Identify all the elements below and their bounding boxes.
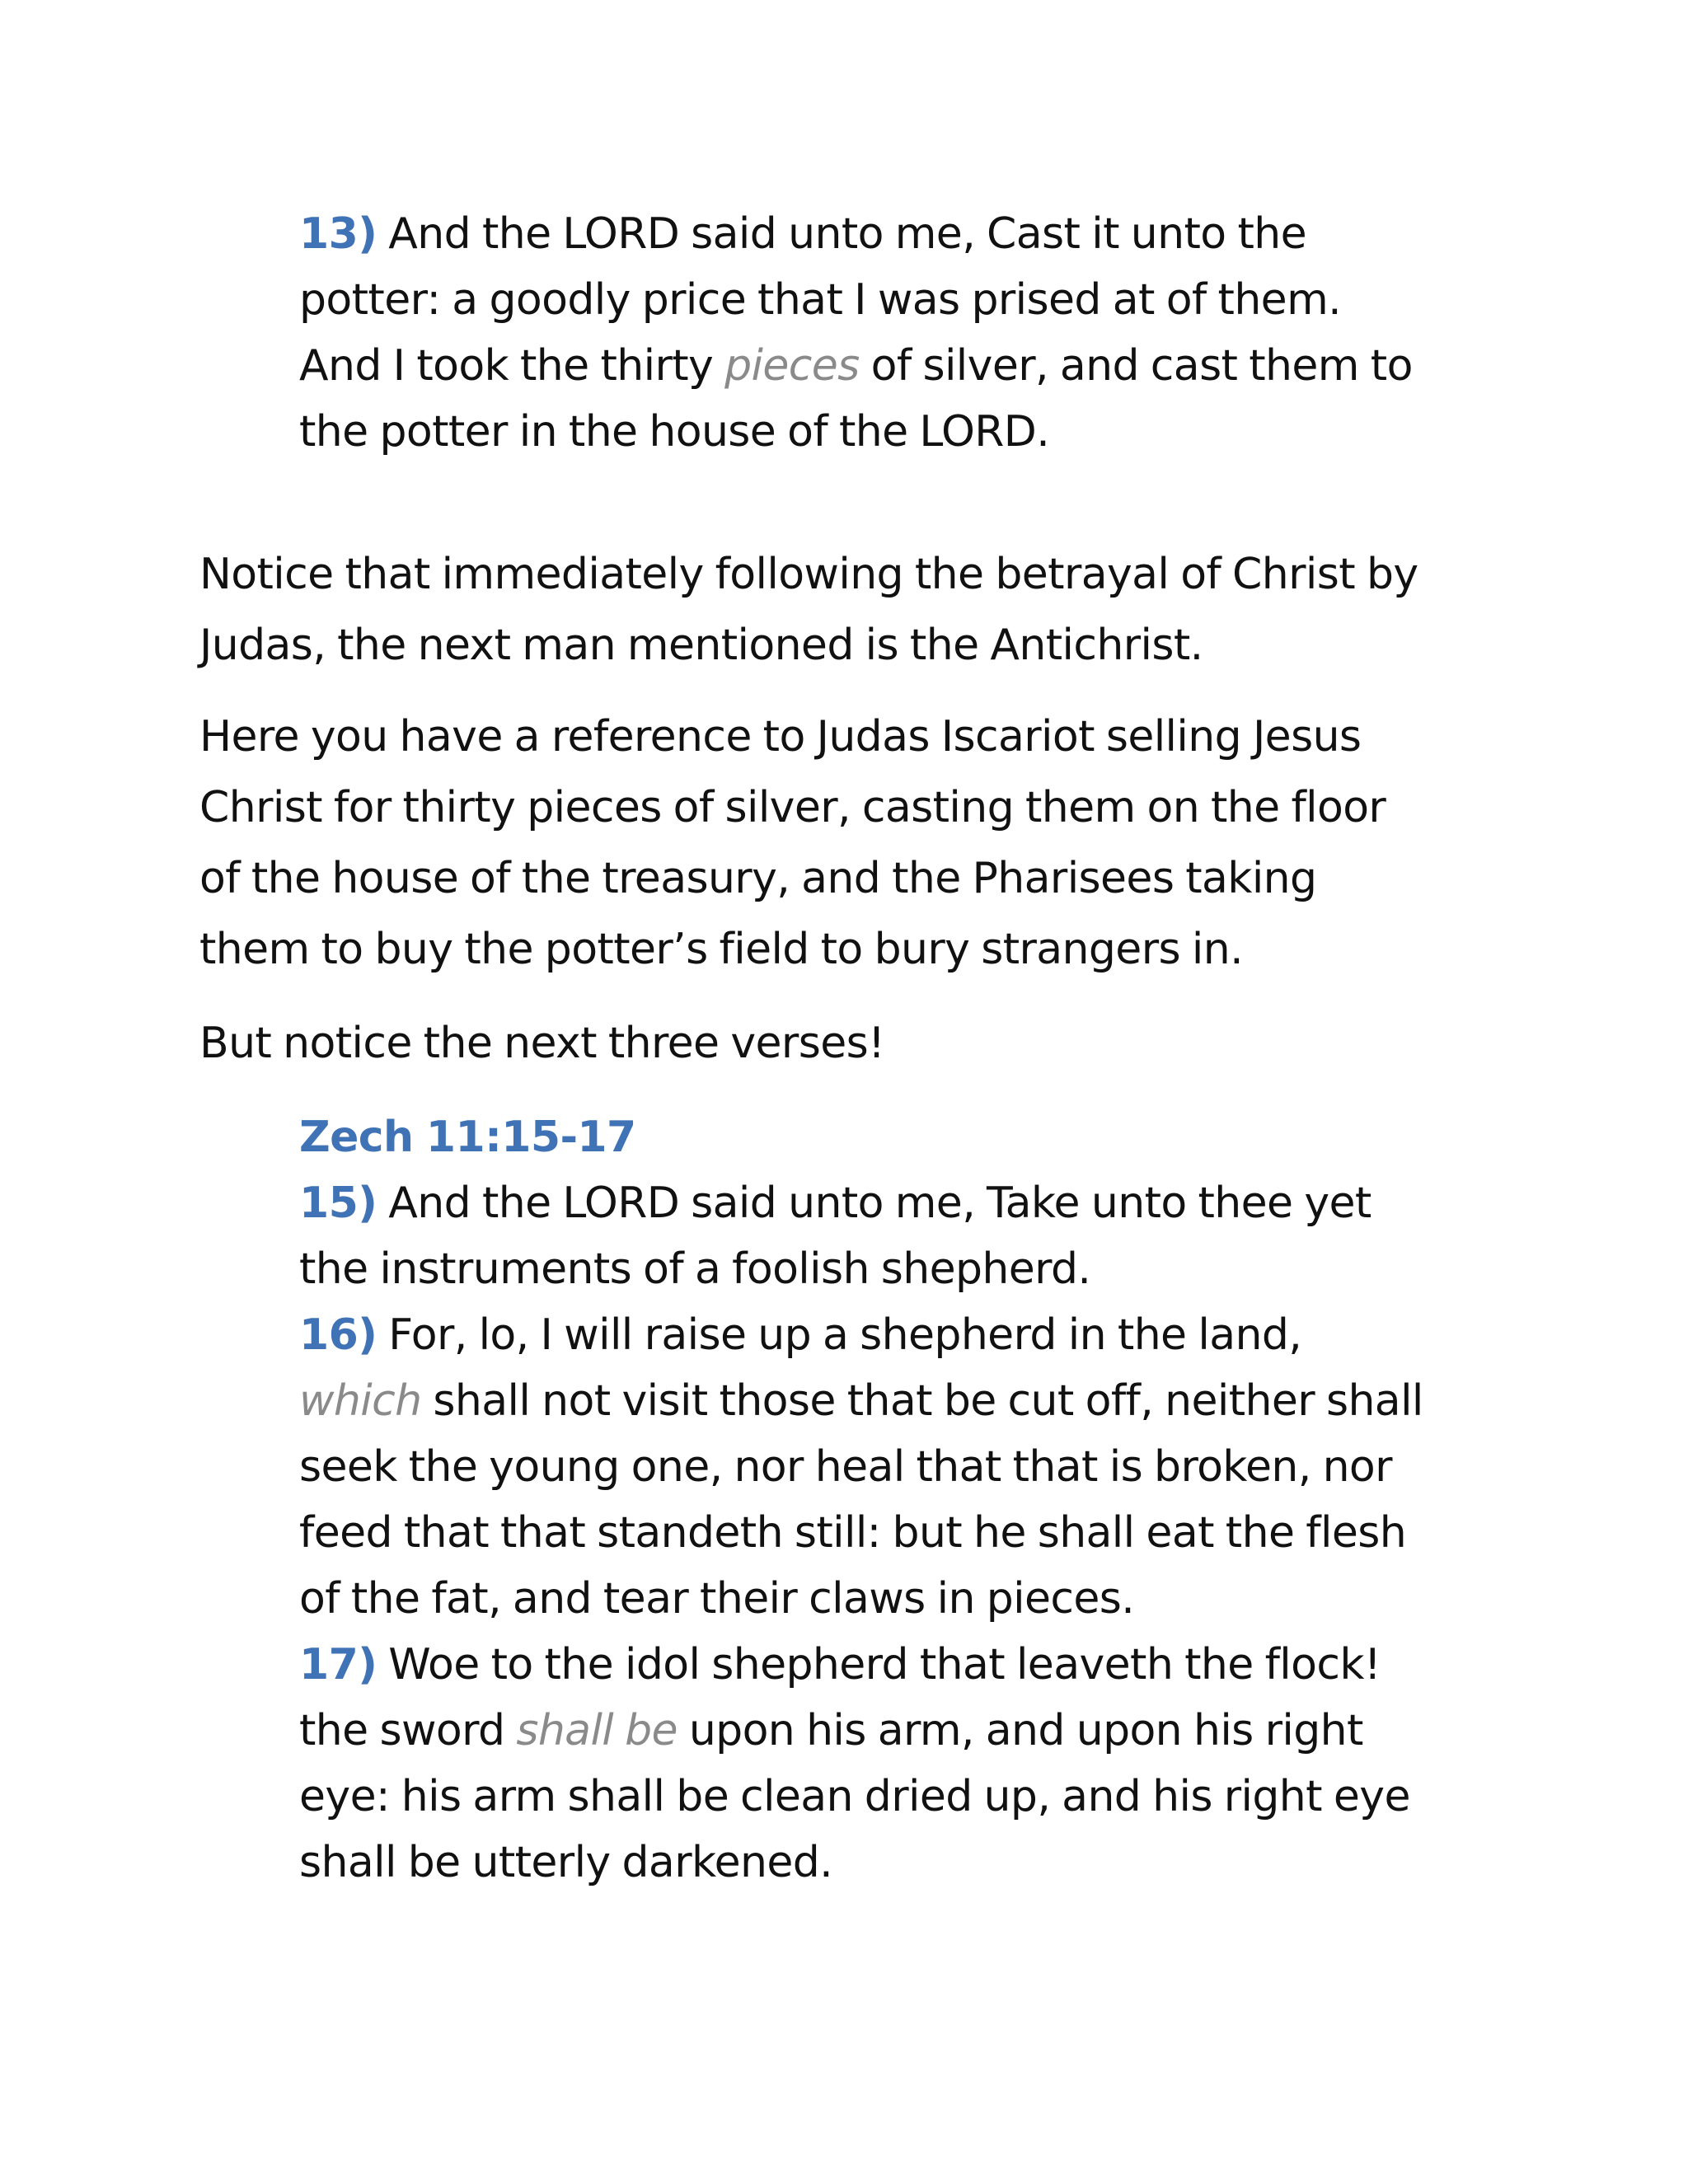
paragraph-next-verses — [199, 1008, 884, 1079]
verse-line — [299, 1698, 1423, 1764]
verse-text: And the LORD said unto me, Cast it unto the — [388, 209, 1306, 259]
paragraph-line: of the house of the treasury, and the Pharisees taking — [199, 854, 1317, 903]
paragraph-notice-antichrist — [199, 539, 1418, 681]
verse-line: eye: his arm shall be clean dried up, and his right eye — [299, 1772, 1410, 1821]
verse-number: 17) — [299, 1640, 377, 1690]
verse-text: of silver, and cast them to — [870, 341, 1413, 391]
verse-line — [299, 1302, 1423, 1368]
scripture-reference: Zech 11:15-17 — [299, 1113, 636, 1162]
italic-supplied-word: shall be — [516, 1706, 678, 1755]
verse-text: upon his arm, and upon his right — [688, 1706, 1363, 1755]
verse-13-block — [299, 201, 1413, 465]
verse-line — [299, 1632, 1423, 1698]
verse-line: of the fat, and tear their claws in pieces. — [299, 1574, 1135, 1624]
paragraph-line: Notice that immediately following the betrayal of Christ by — [199, 550, 1418, 599]
verse-line: the potter in the house of the LORD. — [299, 407, 1050, 457]
verse-text: Woe to the idol shepherd that leaveth the flock! — [388, 1640, 1381, 1690]
verse-text: For, lo, I will raise up a shepherd in the land, — [388, 1310, 1302, 1360]
verse-line: feed that that standeth still: but he shall eat the flesh — [299, 1508, 1407, 1558]
verse-line: shall be utterly darkened. — [299, 1838, 833, 1887]
paragraph-line: Judas, the next man mentioned is the Antichrist. — [199, 621, 1203, 670]
verse-number: 15) — [299, 1179, 377, 1228]
verse-line: seek the young one, nor heal that that is broken, nor — [299, 1442, 1392, 1492]
verse-number: 13) — [299, 209, 377, 259]
italic-supplied-word: which — [299, 1376, 422, 1426]
zech-passage-block — [299, 1104, 1423, 1896]
paragraph-line: But notice the next three verses! — [199, 1019, 885, 1068]
verse-line: potter: a goodly price that I was prised at of them. — [299, 275, 1342, 325]
verse-line — [299, 333, 1413, 399]
verse-line — [299, 1368, 1423, 1434]
verse-text: And the LORD said unto me, Take unto thee yet — [388, 1179, 1372, 1228]
paragraph-line: Here you have a reference to Judas Iscariot selling Jesus — [199, 712, 1362, 762]
verse-line — [299, 1170, 1423, 1236]
verse-text: shall not visit those that be cut off, neither shall — [433, 1376, 1423, 1426]
paragraph-line: them to buy the potter’s field to bury strangers in. — [199, 925, 1244, 974]
verse-line — [299, 201, 1413, 267]
verse-line: the instruments of a foolish shepherd. — [299, 1244, 1091, 1294]
italic-supplied-word: pieces — [724, 341, 860, 391]
verse-number: 16) — [299, 1310, 377, 1360]
verse-text: And I took the thirty — [299, 341, 714, 391]
paragraph-line: Christ for thirty pieces of silver, casting them on the floor — [199, 783, 1386, 832]
verse-text: the sword — [299, 1706, 505, 1755]
paragraph-judas-reference — [199, 701, 1386, 985]
